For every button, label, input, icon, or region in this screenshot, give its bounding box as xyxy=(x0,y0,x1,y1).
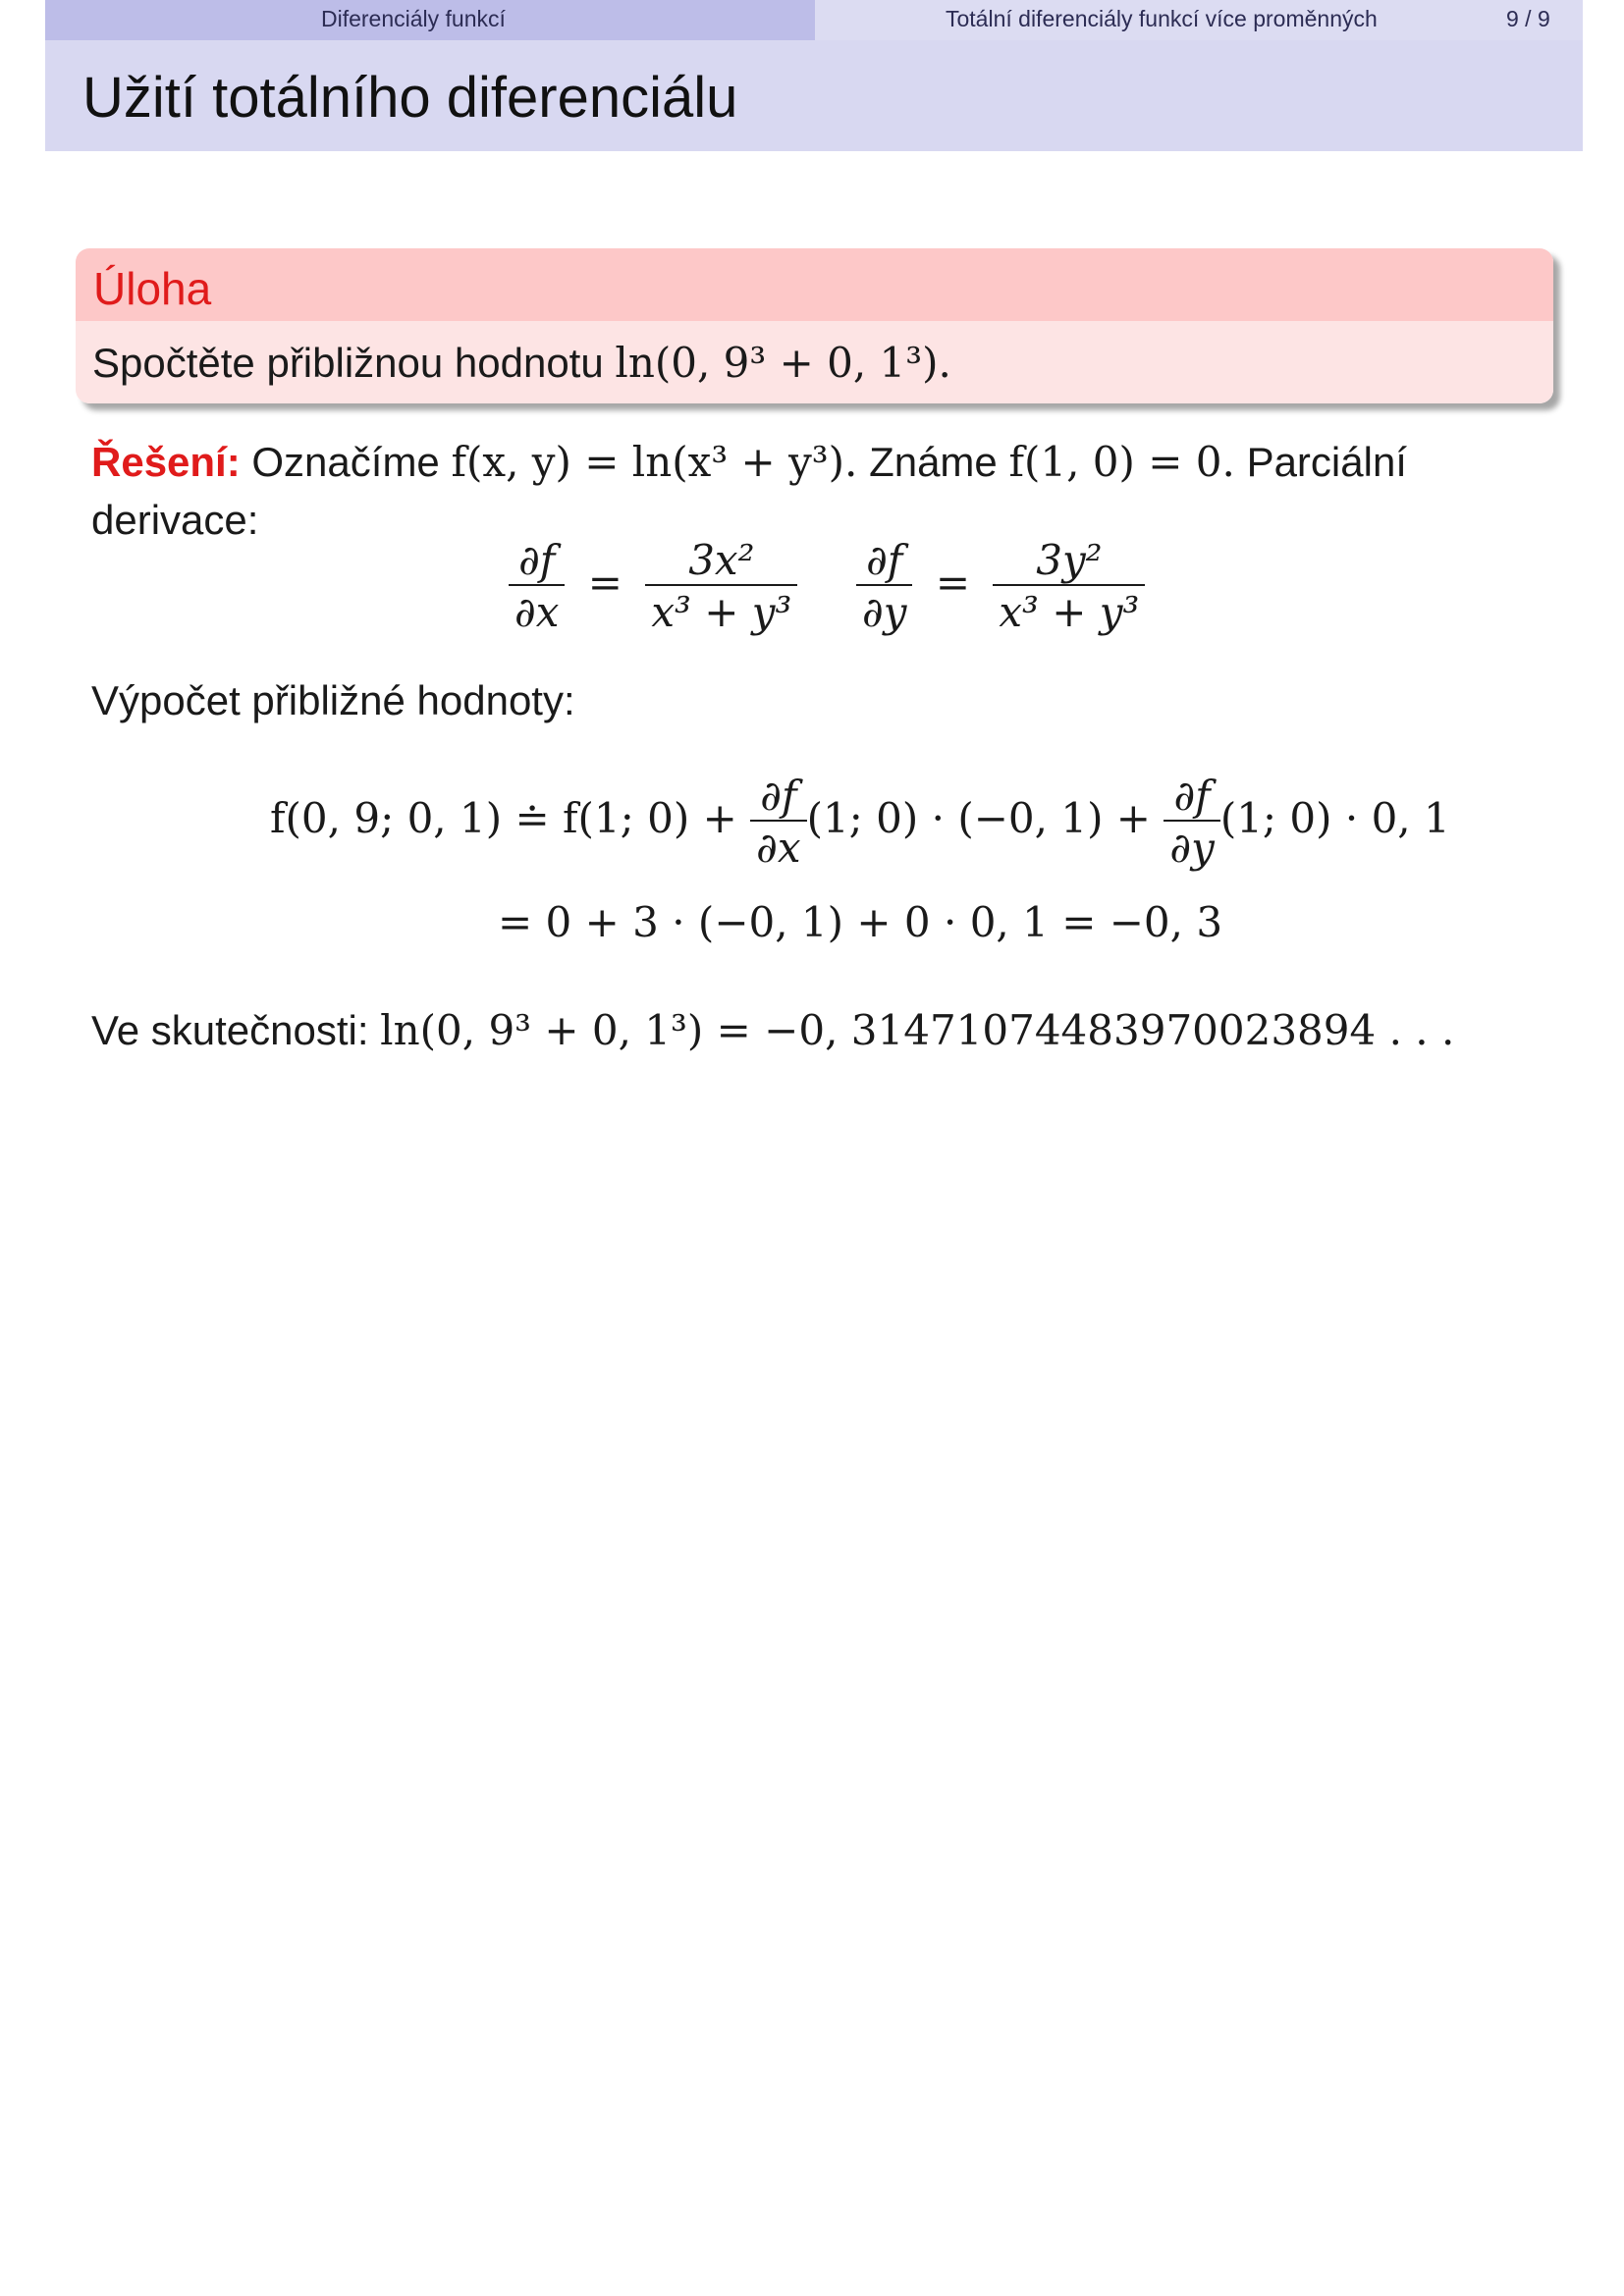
task-block-header xyxy=(76,248,1553,321)
approx-end-term: (1; 0) · 0, 1 xyxy=(1219,794,1450,842)
solution-text-oznacime: Označíme xyxy=(251,439,440,485)
header-section[interactable]: Diferenciály funkcí xyxy=(321,6,506,31)
equals-sign: = xyxy=(587,559,623,607)
task-block xyxy=(76,248,1553,403)
fraction-df-dy xyxy=(1164,772,1219,872)
solution-label: Řešení: xyxy=(91,439,241,485)
solution-text-parcialni: Parciální xyxy=(1246,439,1407,485)
fraction-numerator: ∂f xyxy=(518,536,556,584)
fraction-3x2 xyxy=(645,536,797,636)
fraction-numerator: ∂f xyxy=(760,772,797,820)
reality-value: ln(0, 9³ + 0, 1³) = −0, 31471074483970023894 . . . xyxy=(380,1006,1455,1054)
solution-known-value: f(1, 0) = 0. xyxy=(1008,438,1235,486)
solution-text-derivace: derivace: xyxy=(91,497,259,543)
equals-sign: = xyxy=(935,559,971,607)
fraction-denominator: ∂x xyxy=(509,584,565,636)
approx-middle-term: (1; 0) · (−0, 1) + xyxy=(806,794,1151,842)
fraction-numerator: 3y² xyxy=(1036,536,1103,584)
fraction-denominator: ∂y xyxy=(856,584,912,636)
approx-equation-line-1 xyxy=(270,772,1450,872)
solution-line-1 xyxy=(91,438,1407,486)
fraction-numerator: ∂f xyxy=(866,536,903,584)
approx-lhs: f(0, 9; 0, 1) ≐ f(1; 0) + xyxy=(270,794,737,842)
approx-equation-line-2: = 0 + 3 · (−0, 1) + 0 · 0, 1 = −0, 3 xyxy=(498,898,1223,946)
fraction-df-dx xyxy=(509,536,565,636)
fraction-3y2 xyxy=(993,536,1145,636)
frame-title: Užití totálního diferenciálu xyxy=(82,66,738,130)
reality-label: Ve skutečnosti: xyxy=(91,1007,369,1053)
fraction-numerator: 3x² xyxy=(688,536,755,584)
task-block-title: Úloha xyxy=(93,263,212,314)
fraction-df-dy xyxy=(856,536,912,636)
solution-text-zname: Známe xyxy=(869,439,998,485)
approx-label: Výpočet přibližné hodnoty: xyxy=(91,677,575,723)
reality-line xyxy=(91,1006,1454,1054)
task-block-text xyxy=(92,339,951,387)
fraction-denominator: x³ + y³ xyxy=(993,584,1145,636)
fraction-numerator: ∂f xyxy=(1173,772,1211,820)
task-text-prefix: Spočtěte přibližnou hodnotu xyxy=(92,340,604,386)
solution-function-def: f(x, y) = ln(x³ + y³). xyxy=(451,438,858,486)
fraction-df-dx xyxy=(750,772,806,872)
fraction-denominator: ∂y xyxy=(1164,820,1219,872)
task-math: ln(0, 9³ + 0, 1³). xyxy=(615,339,951,387)
header-subsection[interactable]: Totální diferenciály funkcí více proměnných xyxy=(946,6,1378,31)
partial-derivative-y xyxy=(856,536,1145,636)
partial-derivative-x xyxy=(509,536,797,636)
fraction-denominator: x³ + y³ xyxy=(645,584,797,636)
header-page-number: 9 / 9 xyxy=(1506,6,1550,31)
fraction-denominator: ∂x xyxy=(750,820,806,872)
